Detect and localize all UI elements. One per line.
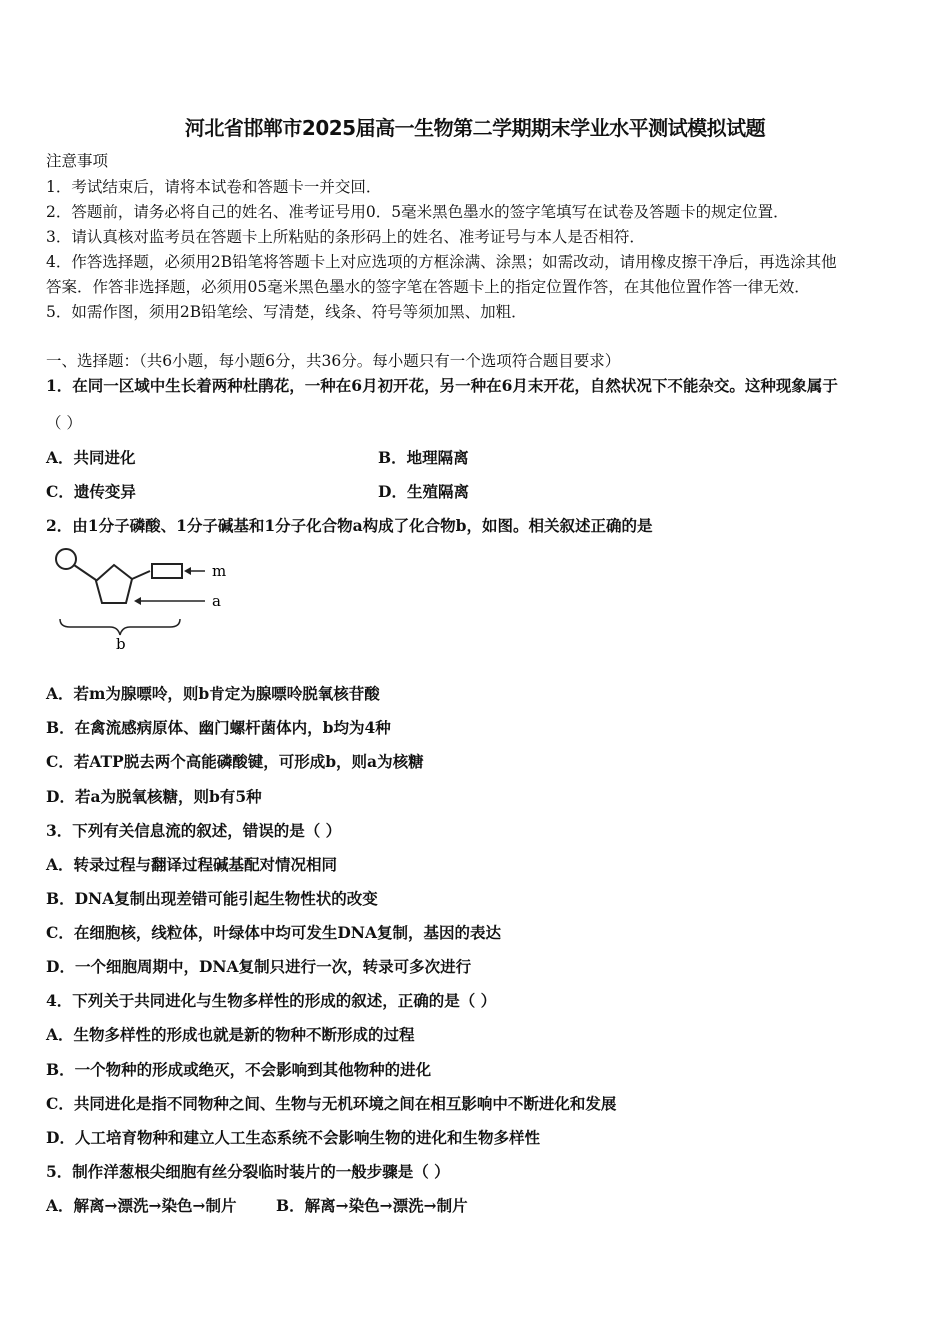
q2-option-b: B．在禽流感病原体、幽门螺杆菌体内，b均为4种 [46, 718, 391, 737]
label-b: b [116, 635, 126, 653]
arrow-m-head [184, 567, 191, 575]
q5-option-b: B．解离→染色→漂洗→制片 [276, 1196, 468, 1215]
q3-option-d: D．一个细胞周期中，DNA复制只进行一次，转录可多次进行 [46, 957, 472, 976]
q4-option-a: A．生物多样性的形成也就是新的物种不断形成的过程 [46, 1025, 415, 1044]
notice-item-4-cont: 答案．作答非选择题，必须用05毫米黑色墨水的签字笔在答题卡上的指定位置作答，在其他位置作答一律无效． [46, 278, 810, 296]
nucleotide-diagram [50, 545, 250, 655]
notice-item-3: 3．请认真核对监考员在答题卡上所粘贴的条形码上的姓名、准考证号与本人是否相符． [46, 228, 645, 246]
q5-option-a: A．解离→漂洗→染色→制片 [46, 1196, 237, 1215]
q2-option-d: D．若a为脱氧核糖，则b有5种 [46, 787, 262, 806]
q2-option-a: A．若m为腺嘌呤，则b肯定为腺嘌呤脱氧核苷酸 [46, 684, 380, 703]
phosphate-circle [56, 549, 76, 569]
section-heading: 一、选择题：（共6小题，每小题6分，共36分。每小题只有一个选项符合题目要求） [46, 352, 621, 370]
page-title: 河北省邯郸市2025届高一生物第二学期期末学业水平测试模拟试题 [184, 116, 766, 140]
q1-option-a: A．共同进化 [46, 448, 136, 467]
notice-heading: 注意事项 [46, 152, 109, 170]
q1-option-c: C．遗传变异 [46, 482, 136, 501]
arrow-a-head [134, 597, 141, 605]
notice-item-2: 2．答题前，请务必将自己的姓名、准考证号用0．5毫米黑色墨水的签字笔填写在试卷及答题卡的规定位置． [46, 203, 789, 221]
q4-stem: 4．下列关于共同进化与生物多样性的形成的叙述，正确的是（ ） [46, 991, 497, 1010]
q4-option-b: B．一个物种的形成或绝灭，不会影响到其他物种的进化 [46, 1060, 432, 1079]
pentose-ring [96, 565, 132, 603]
brace-b [60, 619, 180, 635]
phosphate-bond [74, 565, 96, 580]
base-rect [152, 564, 182, 578]
base-bond [132, 571, 150, 579]
notice-item-1: 1．考试结束后，请将本试卷和答题卡一并交回． [46, 178, 382, 196]
q1-option-d: D．生殖隔离 [378, 482, 469, 501]
q1-blank: （ ） [46, 414, 82, 432]
q5-stem: 5．制作洋葱根尖细胞有丝分裂临时装片的一般步骤是（ ） [46, 1162, 450, 1181]
label-a: a [212, 592, 221, 610]
q3-option-b: B．DNA复制出现差错可能引起生物性状的改变 [46, 889, 378, 908]
q2-option-c: C．若ATP脱去两个高能磷酸键，可形成b，则a为核糖 [46, 752, 424, 771]
q3-option-c: C．在细胞核，线粒体，叶绿体中均可发生DNA复制，基因的表达 [46, 923, 501, 942]
q4-option-d: D．人工培育物种和建立人工生态系统不会影响生物的进化和生物多样性 [46, 1128, 540, 1147]
notice-item-4: 4．作答选择题，必须用2B铅笔将答题卡上对应选项的方框涂满、涂黑；如需改动，请用橡皮擦干净后，再选涂其他 [46, 253, 837, 271]
q2-stem: 2．由1分子磷酸、1分子碱基和1分子化合物a构成了化合物b，如图。相关叙述正确的是 [46, 516, 653, 535]
q3-option-a: A．转录过程与翻译过程碱基配对情况相同 [46, 855, 338, 874]
q3-stem: 3．下列有关信息流的叙述，错误的是（ ） [46, 821, 342, 840]
q1-stem: 1．在同一区域中生长着两种杜鹃花，一种在6月初开花，另一种在6月末开花，自然状况下不能杂交。这种现象属于 [46, 376, 838, 395]
q4-option-c: C．共同进化是指不同物种之间、生物与无机环境之间在相互影响中不断进化和发展 [46, 1094, 617, 1113]
label-m: m [212, 562, 227, 580]
q1-option-b: B．地理隔离 [378, 448, 469, 467]
notice-item-5: 5．如需作图，须用2B铅笔绘、写清楚，线条、符号等须加黑、加粗． [46, 303, 527, 321]
